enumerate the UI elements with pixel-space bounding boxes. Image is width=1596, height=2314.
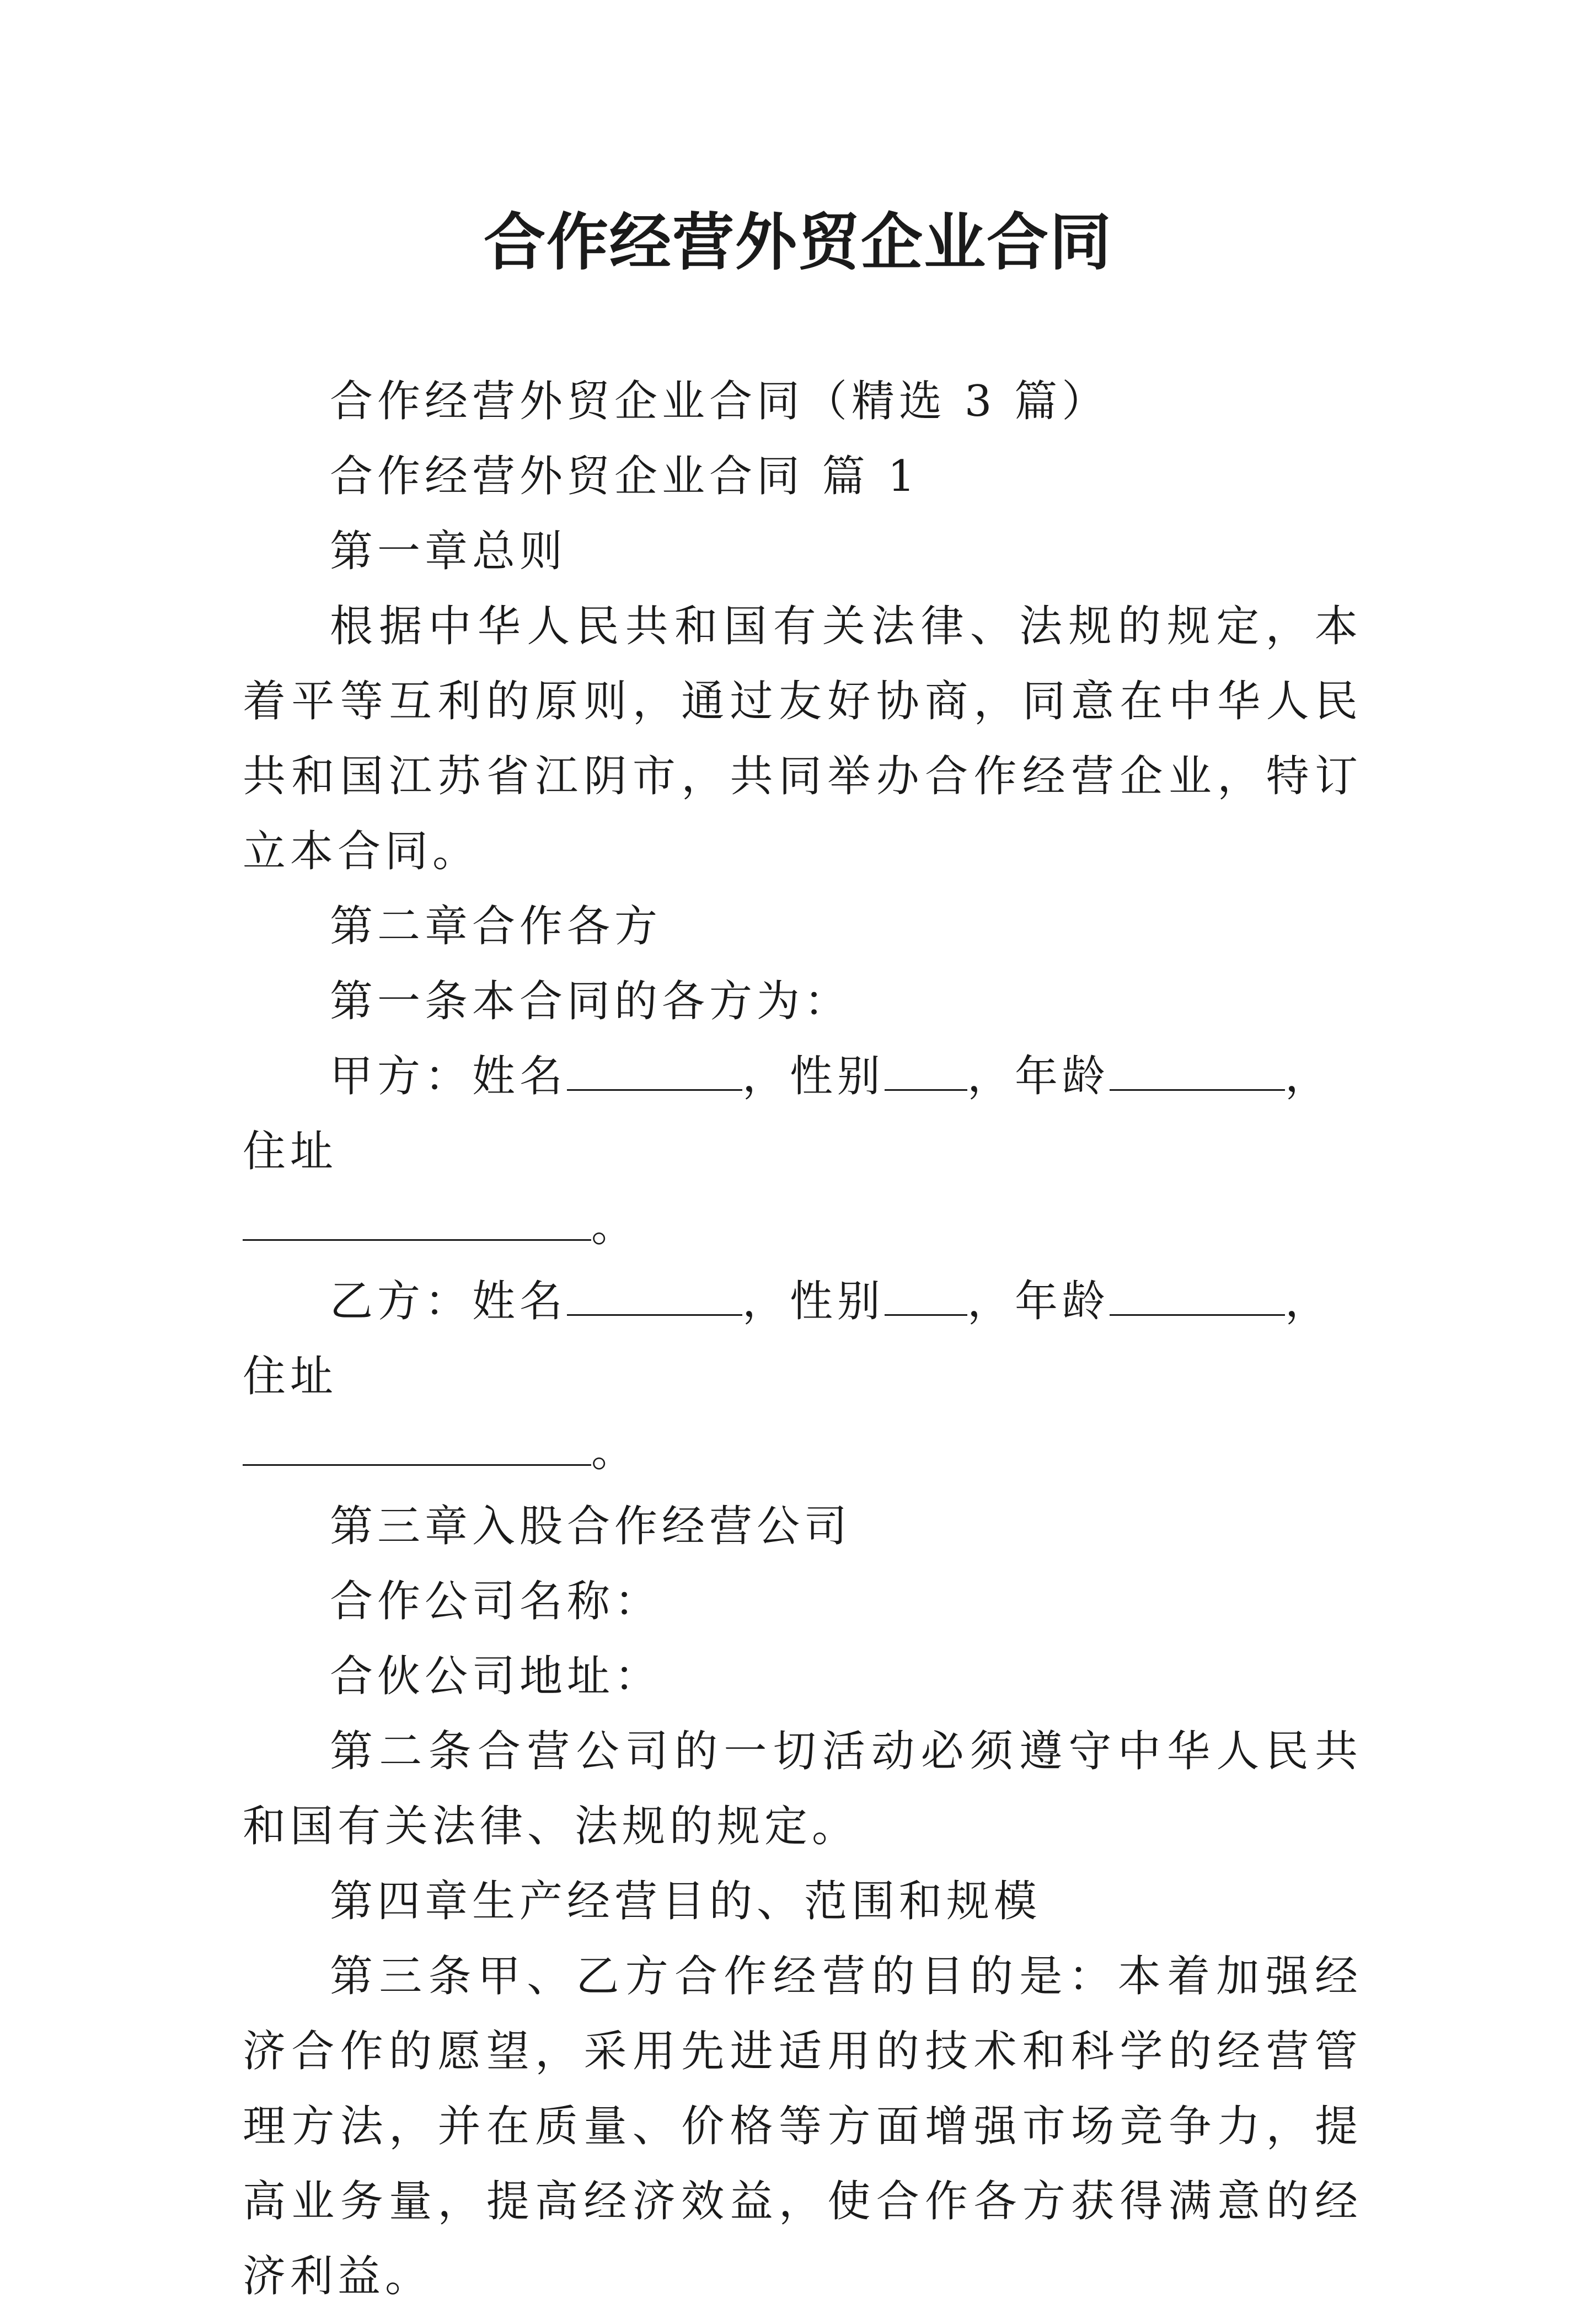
party-b-address-label: ，住址	[243, 1277, 1333, 1401]
company-address-field: 合伙公司地址：	[330, 1652, 662, 1701]
party-a-end: 。	[591, 1202, 639, 1251]
chapter-4-heading: 第四章生产经营目的、范围和规模	[330, 1877, 1042, 1926]
party-b-end: 。	[591, 1427, 639, 1476]
party-b-address-blank[interactable]	[243, 1427, 591, 1466]
chapter-3-heading: 第三章入股合作经营公司	[330, 1502, 852, 1551]
company-name-field: 合作公司名称：	[330, 1577, 662, 1626]
article-3: 第三条甲、乙方合作经营的目的是：本着加强经济合作的愿望，采用先进适用的技术和科学的经营管理方法，并在质量、价格等方面增强市场竞争力，提高业务量，提高经济效益，使合作各方获得满意的经济利益。	[243, 1952, 1362, 2301]
article-1: 第一条本合同的各方为：	[330, 977, 852, 1026]
document-title: 合作经营外贸企业合同	[484, 206, 1112, 278]
party-a-age-label: ，年龄	[967, 1052, 1110, 1101]
party-b-line	[243, 1264, 1362, 1414]
party-a-gender-label: ，性别	[742, 1052, 885, 1101]
party-a-name-blank[interactable]	[567, 1052, 742, 1091]
party-a-gender-blank[interactable]	[885, 1052, 967, 1091]
party-a-line	[243, 1039, 1362, 1189]
party-b-address-line	[243, 1414, 1362, 1489]
party-b-age-blank[interactable]	[1110, 1277, 1285, 1316]
chapter-1-heading: 第一章总则	[330, 527, 567, 576]
party-b-gender-blank[interactable]	[885, 1277, 967, 1316]
article-2: 第二条合营公司的一切活动必须遵守中华人民共和国有关法律、法规的规定。	[243, 1727, 1362, 1851]
chapter-2-heading: 第二章合作各方	[330, 902, 662, 951]
party-a-address-blank[interactable]	[243, 1202, 591, 1241]
subtitle-selection: 合作经营外贸企业合同（精选 3 篇）	[330, 377, 1110, 426]
preamble-paragraph: 根据中华人民共和国有关法律、法规的规定，本着平等互利的原则，通过友好协商，同意在中华人民共和国江苏省江阴市，共同举办合作经营企业，特订立本合同。	[243, 602, 1362, 876]
party-a-address-label: ，住址	[243, 1052, 1333, 1176]
party-b-name-label: 乙方：姓名	[330, 1277, 567, 1326]
document-body	[243, 364, 1362, 2314]
party-b-name-blank[interactable]	[567, 1277, 742, 1316]
party-a-name-label: 甲方：姓名	[330, 1052, 567, 1101]
party-b-gender-label: ，性别	[742, 1277, 885, 1326]
party-a-address-line	[243, 1189, 1362, 1264]
subtitle-part-1: 合作经营外贸企业合同 篇 1	[330, 452, 920, 501]
party-a-age-blank[interactable]	[1110, 1052, 1285, 1091]
party-b-age-label: ，年龄	[967, 1277, 1110, 1326]
